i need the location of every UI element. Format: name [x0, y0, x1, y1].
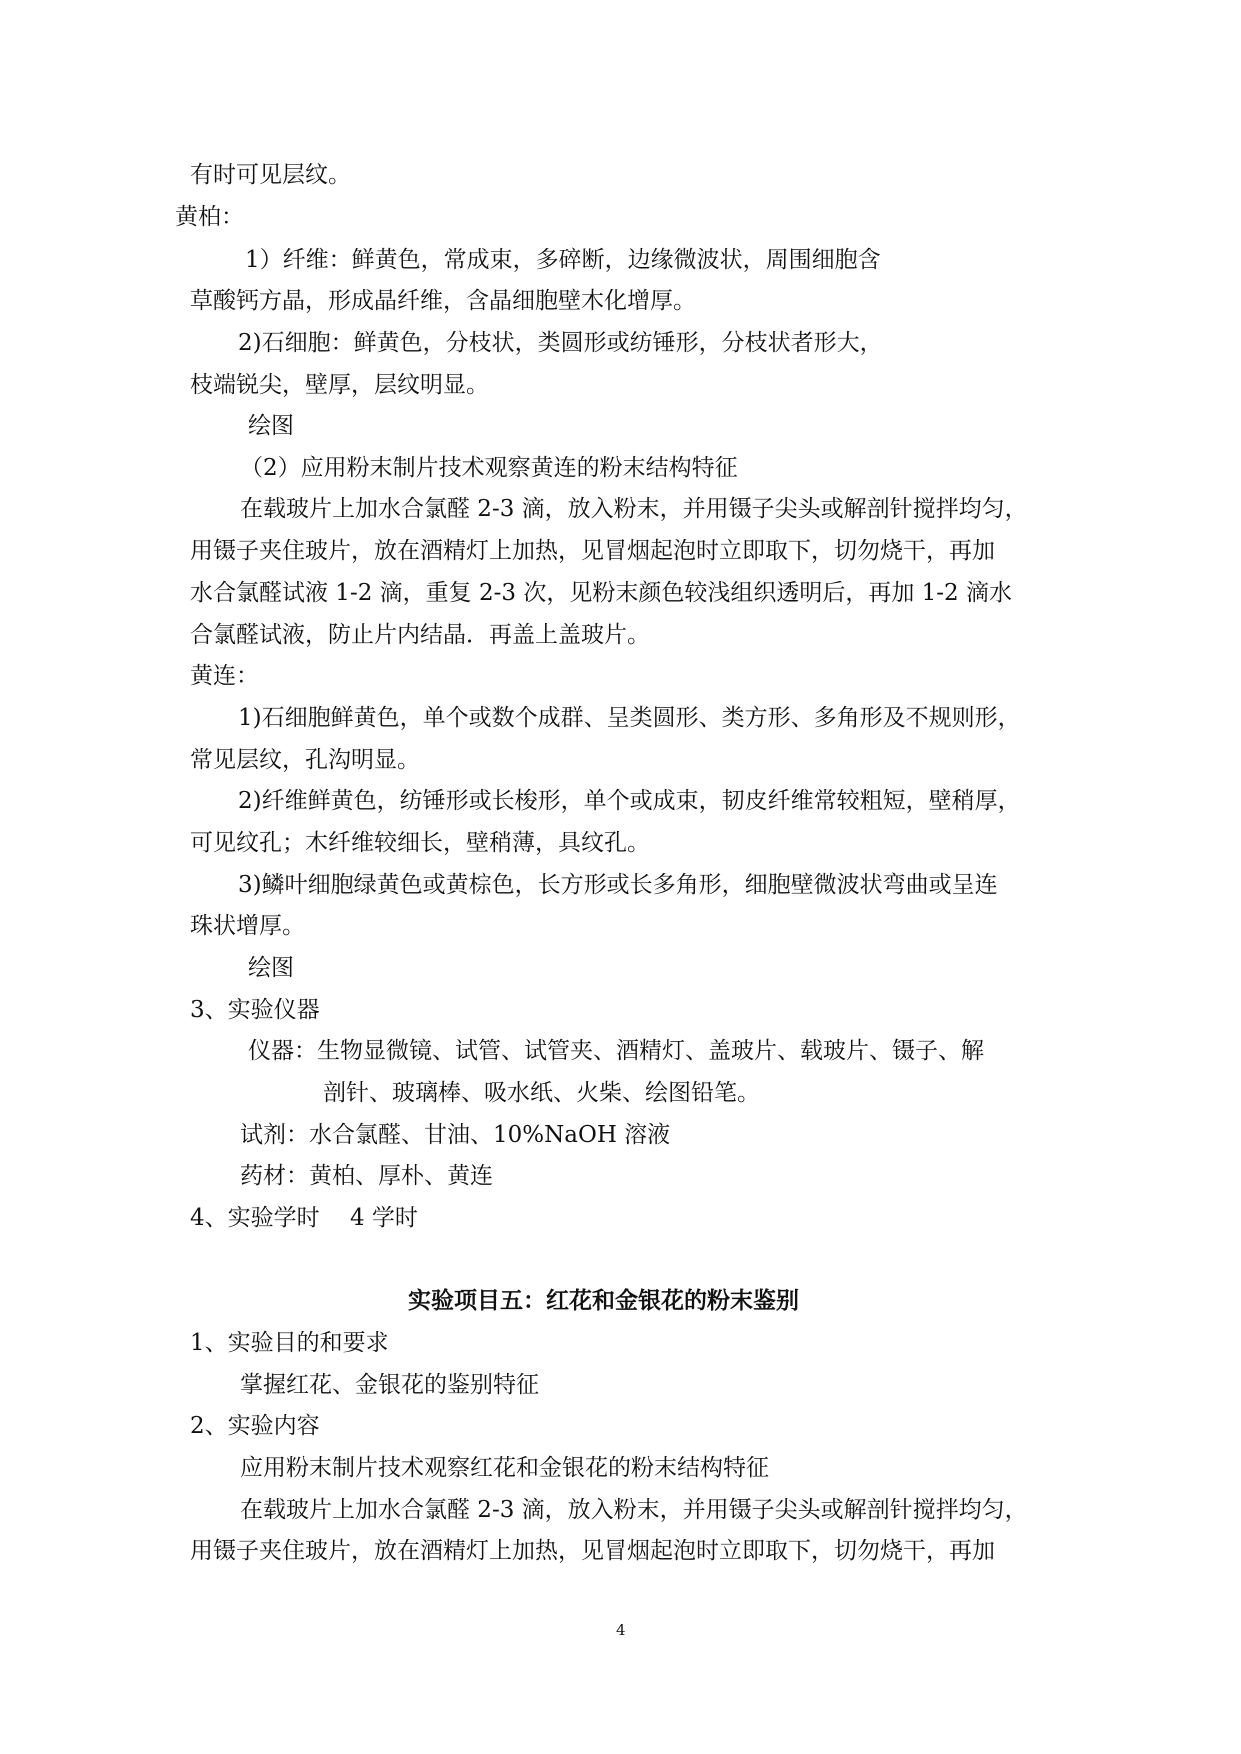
text-line: 剖针、玻璃棒、吸水纸、火柴、绘图铅笔。: [323, 1080, 760, 1106]
text-line: 药材：黄柏、厚朴、黄连: [240, 1163, 493, 1189]
text-line: 试剂：水合氯醛、甘油、10%NaOH 溶液: [240, 1122, 671, 1148]
section-label: 黄连：: [190, 663, 259, 689]
text-line: 在载玻片上加水合氯醛 2-3 滴，放入粉末，并用镊子尖头或解剖针搅拌均匀，: [240, 1497, 1028, 1523]
section-heading: 3、实验仪器: [190, 997, 320, 1023]
section-heading: 2、实验内容: [190, 1413, 320, 1439]
text-line: 1）纤维：鲜黄色，常成束，多碎断，边缘微波状，周围细胞含: [245, 247, 881, 273]
experiment-title: 实验项目五：红花和金银花的粉末鉴别: [408, 1288, 799, 1314]
text-line: 2)纤维鲜黄色，纺锤形或长梭形，单个或成束，韧皮纤维常较粗短，壁稍厚，: [238, 788, 1021, 814]
text-line: 珠状增厚。: [190, 913, 305, 939]
text-line: 可见纹孔；木纤维较细长，壁稍薄，具纹孔。: [190, 830, 650, 856]
section-label: 黄柏：: [175, 204, 244, 230]
text-line: 掌握红花、金银花的鉴别特征: [240, 1372, 539, 1398]
text-line: 绘图: [248, 413, 294, 439]
text-line: 有时可见层纹。: [190, 162, 351, 188]
section-heading: 4、实验学时 4 学时: [190, 1205, 418, 1231]
text-line: 用镊子夹住玻片，放在酒精灯上加热，见冒烟起泡时立即取下，切勿烧干，再加: [190, 538, 995, 564]
text-line: 用镊子夹住玻片，放在酒精灯上加热，见冒烟起泡时立即取下，切勿烧干，再加: [190, 1538, 995, 1564]
text-line: 绘图: [248, 955, 294, 981]
text-line: 仪器：生物显微镜、试管、试管夹、酒精灯、盖玻片、载玻片、镊子、解: [248, 1038, 984, 1064]
text-line: 应用粉末制片技术观察红花和金银花的粉末结构特征: [240, 1455, 769, 1481]
text-line: 1)石细胞鲜黄色，单个或数个成群、呈类圆形、类方形、多角形及不规则形，: [238, 705, 1021, 731]
text-line: 2)石细胞：鲜黄色，分枝状，类圆形或纺锤形，分枝状者形大，: [238, 330, 883, 356]
text-line: 水合氯醛试液 1-2 滴，重复 2-3 次，见粉末颜色较浅组织透明后，再加 1-2 滴水: [190, 580, 1012, 606]
text-line: 枝端锐尖，壁厚，层纹明显。: [190, 372, 489, 398]
text-line: 合氯醛试液，防止片内结晶．再盖上盖玻片。: [190, 622, 650, 648]
page-number: 4: [616, 1621, 626, 1639]
text-line: 3)鳞叶细胞绿黄色或黄棕色，长方形或长多角形，细胞壁微波状弯曲或呈连: [238, 872, 998, 898]
text-line: 常见层纹，孔沟明显。: [190, 747, 420, 773]
text-line: 在载玻片上加水合氯醛 2-3 滴，放入粉末，并用镊子尖头或解剖针搅拌均匀，: [240, 496, 1028, 522]
text-line: 草酸钙方晶，形成晶纤维，含晶细胞壁木化增厚。: [190, 288, 696, 314]
text-line: （2）应用粉末制片技术观察黄连的粉末结构特征: [240, 455, 738, 481]
section-heading: 1、实验目的和要求: [190, 1330, 389, 1356]
